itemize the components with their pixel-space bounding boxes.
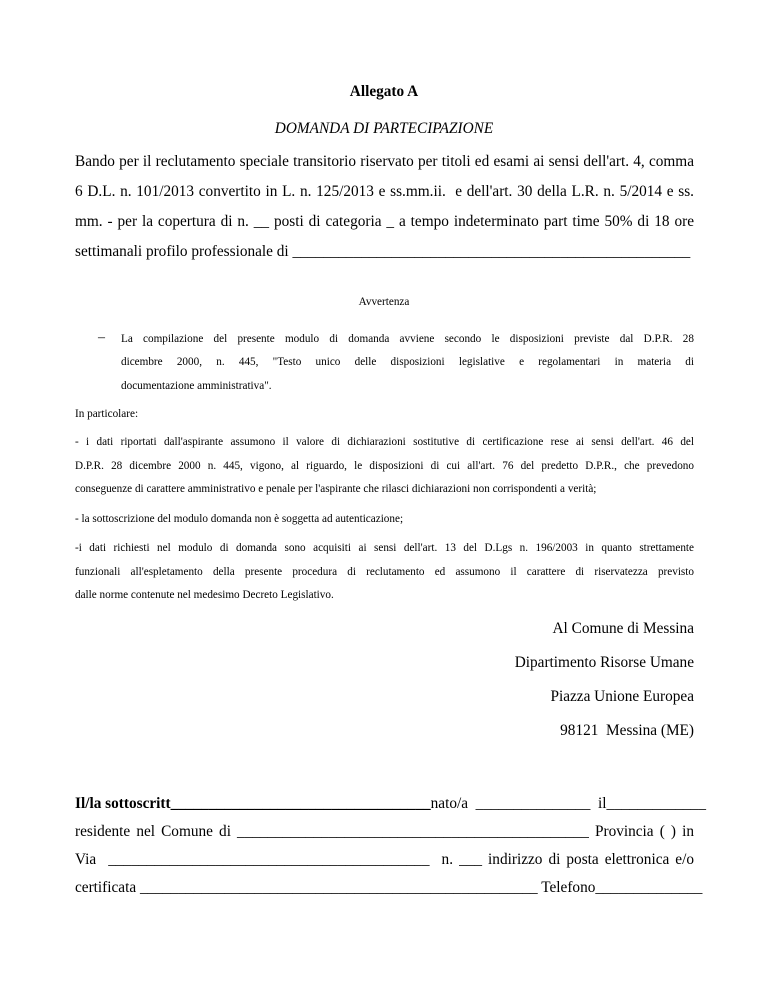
form-line-2[interactable]: residente nel Comune di ______________________________________________ Provincia ( ) in — [75, 823, 694, 840]
bullet-line-3: documentazione amministrativa". — [121, 380, 272, 392]
form-line-4[interactable]: certificata ____________________________________________________ Telefono______________ — [75, 879, 703, 896]
form-line-1 — [75, 795, 706, 813]
sottoscritto-field[interactable]: Il/la sottoscritt__________________________________ — [75, 795, 431, 812]
para1-line-3: conseguenze di carattere amministrativo e penale per l'aspirante che rilasci dichiarazioni non corrispondenti a verità; — [75, 483, 597, 495]
para2-line: - la sottoscrizione del modulo domanda non è soggetta ad autenticazione; — [75, 513, 404, 525]
in-particolare-label: In particolare: — [75, 408, 139, 420]
bando-line-2: 6 D.L. n. 101/2013 convertito in L. n. 125/2013 e ss.mm.ii. e dell'art. 30 della L.R. n. 5/2014 e ss. — [75, 183, 694, 200]
form-line-3[interactable]: Via __________________________________________ n. ___ indirizzo di posta elettronica e/o — [75, 851, 694, 868]
para1-line-1: - i dati riportati dall'aspirante assumono il valore di dichiarazioni sostitutive di certificazione rese ai sensi dell'art. 46 del — [75, 436, 694, 448]
avvertenza-title: Avvertenza — [358, 296, 410, 308]
para3-line-3: dalle norme contenute nel medesimo Decreto Legislativo. — [75, 589, 334, 601]
nato-il-fields[interactable]: nato/a _______________ il_____________ — [430, 795, 706, 812]
para3-line-2: funzionali all'espletamento della presente procedura di reclutamento ed assumono il carattere di riservatezza previsto — [75, 566, 694, 578]
bullet-dash: – — [98, 330, 105, 345]
para3-line-1: -i dati richiesti nel modulo di domanda sono acquisiti ai sensi dell'art. 13 del D.Lgs n. 196/2003 in quanto strettamente — [75, 542, 694, 554]
bando-line-3: mm. - per la copertura di n. __ posti di categoria _ a tempo indeterminato part time 50% di 18 ore — [75, 213, 694, 230]
para1-line-2: D.P.R. 28 dicembre 2000 n. 445, vigono, al riguardo, le disposizioni di cui all'art. 76 del predetto D.P.R., che prevedono — [75, 460, 694, 472]
recipient-line-4: 98121 Messina (ME) — [560, 722, 694, 739]
bullet-line-1: La compilazione del presente modulo di domanda avviene secondo le disposizioni previste dal D.P.R. 28 — [121, 333, 694, 345]
bullet-line-2: dicembre 2000, n. 445, "Testo unico delle disposizioni legislative e regolamentari in materia di — [121, 356, 694, 368]
bando-line-4: settimanali profilo professionale di ____________________________________________________ — [75, 243, 691, 260]
recipient-line-3: Piazza Unione Europea — [550, 688, 694, 705]
recipient-line-2: Dipartimento Risorse Umane — [514, 654, 694, 671]
document-title: Allegato A — [349, 83, 419, 100]
recipient-line-1: Al Comune di Messina — [552, 620, 694, 637]
bando-line-1: Bando per il reclutamento speciale transitorio riservato per titoli ed esami ai sensi dell'art. 4, comma — [75, 153, 694, 170]
document-subtitle: DOMANDA DI PARTECIPAZIONE — [274, 120, 494, 137]
